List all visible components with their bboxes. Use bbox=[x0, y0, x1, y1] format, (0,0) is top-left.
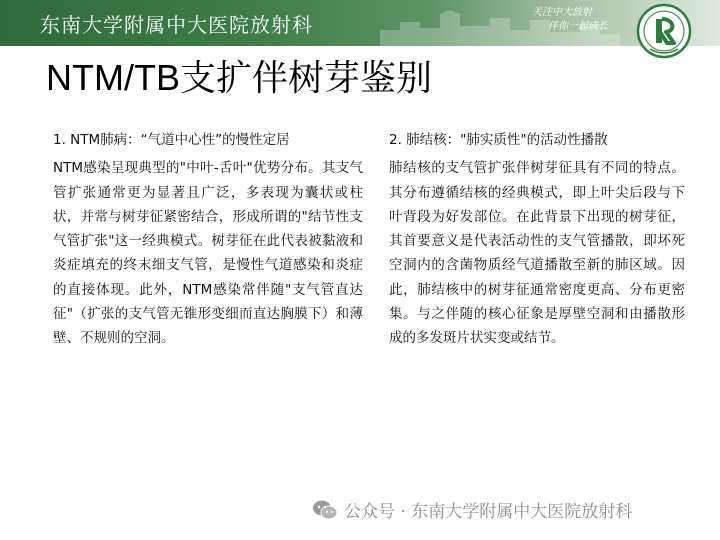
watermark bbox=[312, 497, 632, 522]
wechat-icon bbox=[312, 499, 338, 521]
hospital-logo-icon bbox=[636, 3, 692, 59]
ntm-column bbox=[53, 128, 363, 351]
tb-body: 肺结核的支气管扩张伴树芽征具有不同的特点。其分布遵循结核的经典模式，即上叶尖后段与下叶背段为好发部位。在此背景下出现的树芽征，其首要意义是代表活动性的支气管播散，即坏死空洞内的含菌物质经气道播散至新的肺区域。因此，肺结核中的树芽征通常密度更高、分布更密集。与之伴随的核心征象是厚壁空洞和由播散形成的多发斑片状实变或结节。 bbox=[389, 160, 685, 347]
page-title: NTM/TB支扩伴树芽鉴别 bbox=[46, 57, 432, 98]
ntm-body: NTM感染呈现典型的"中叶-舌叶"优势分布。其支气管扩张通常更为显著且广泛，多表现为囊状或柱状，并常与树芽征紧密结合，形成所谓的"结节性支气管扩张"这一经典模式。树芽征在此代表被黏液和炎症填充的终末细支气管，是慢性气道感染和炎症的直接体现。此外，NTM感染常伴随"支气管直达征"（扩张的支气管无锥形变细而直达胸膜下）和薄壁、不规则的空洞。 bbox=[53, 160, 363, 347]
slogan-line-2: 伴你一起成长 bbox=[548, 21, 608, 32]
org-title: 东南大学附属中大医院放射科 bbox=[40, 13, 313, 37]
watermark-text: 公众号 · 东南大学附属中大医院放射科 bbox=[344, 502, 633, 522]
slogan-line-1: 关注中大放射 bbox=[532, 7, 592, 18]
slogan bbox=[532, 6, 622, 34]
tb-column bbox=[389, 128, 685, 351]
ntm-heading: 1. NTM肺病：“气道中心性”的慢性定居 bbox=[53, 132, 290, 148]
tb-heading: 2. 肺结核："肺实质性"的活动性播散 bbox=[389, 132, 608, 148]
header-banner bbox=[0, 0, 720, 46]
